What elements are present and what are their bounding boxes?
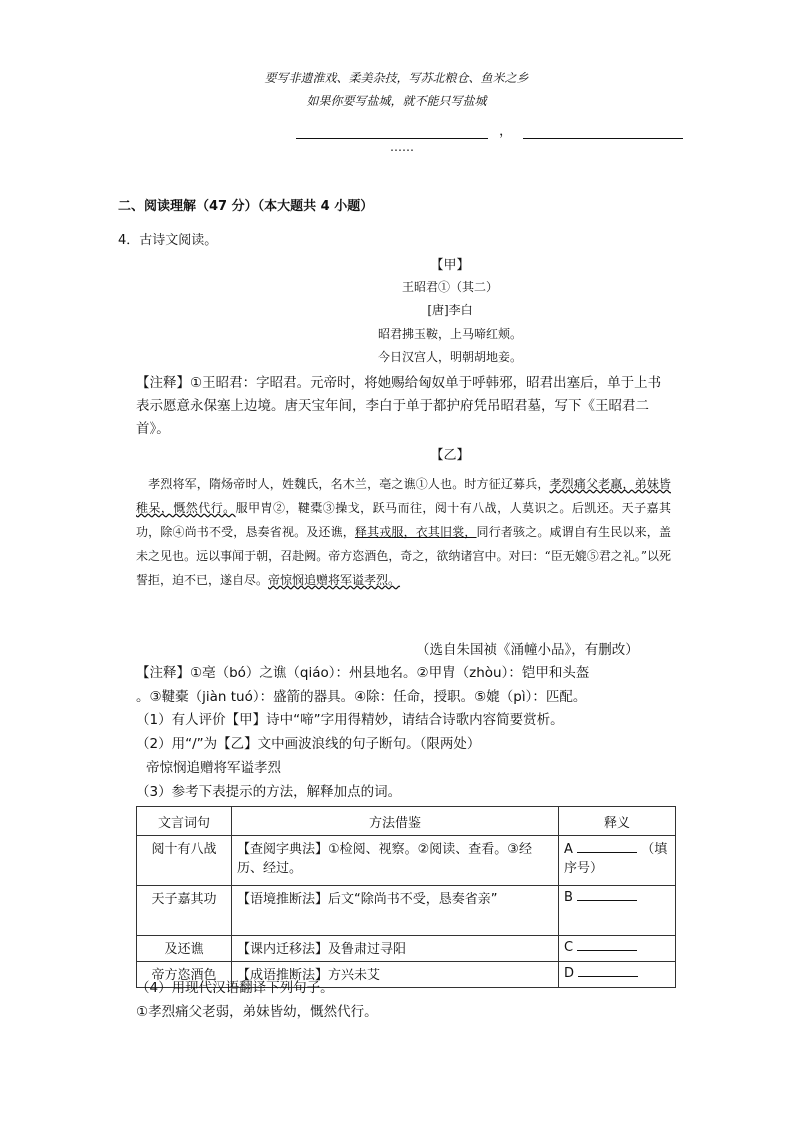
yi-label: 【乙】: [430, 448, 470, 463]
table-cell-phrase: 及还谯: [137, 936, 232, 962]
table-cell-phrase: 帝方恣酒色: [137, 962, 232, 988]
yi-underlined-2: 帝惊悯追赠将军谥孝烈。: [268, 573, 401, 587]
question-2: （2）用“/”为【乙】文中画波浪线的句子断句。（限两处）: [136, 736, 481, 752]
table-cell-answer[interactable]: [559, 836, 676, 886]
fill-blank-row: [296, 120, 683, 139]
table-header: 释义: [559, 807, 676, 836]
table-cell-method: 【语境推断法】后文“除尚书不受，恳奏省亲”: [232, 886, 559, 936]
yi-wavy-sentence: 孝烈痛父老羸，弟妹皆稚呆，慨然代行。: [136, 477, 671, 515]
blank-comma: ，: [499, 124, 513, 139]
table-header: 文言词句: [137, 807, 232, 836]
question-4-title: 4．古诗文阅读。: [118, 233, 218, 248]
table-header-row: [137, 807, 676, 836]
question-4: （4）用现代汉语翻译下列句子。: [136, 980, 334, 996]
answer-letter: D: [564, 966, 575, 981]
table-header: 方法借鉴: [232, 807, 559, 836]
yi-text-1: 孝烈将军，隋炀帝时人，姓魏氏，名木兰，亳之谯①人也。时方征辽募兵，: [148, 477, 550, 491]
answer-letter: B: [564, 890, 573, 905]
table-row: [137, 836, 676, 886]
table-cell-method: 【课内迁移法】及鲁肃过寻阳: [232, 936, 559, 962]
poem-author: [唐]李白: [427, 303, 473, 317]
table-cell-answer[interactable]: [559, 886, 676, 936]
table-row: [137, 936, 676, 962]
jia-label: 【甲】: [430, 258, 470, 273]
source-citation: （选自朱国祯《涌幢小品》，有删改）: [416, 642, 639, 658]
yi-note-1: 【注释】①亳（bó）之谯（qiáo）：州县地名。②甲胄（zhòu）：铠甲和头盔: [136, 665, 590, 681]
top-line-1: 要写非遗淮戏、柔美杂技，写苏北粮仓、鱼米之乡: [264, 71, 529, 85]
table-cell-phrase: 阅十有八战: [137, 836, 232, 886]
ellipsis: ……: [390, 140, 414, 154]
table-row: [137, 886, 676, 936]
answer-letter: A: [564, 842, 573, 857]
question-2-sentence: 帝惊悯追赠将军谥孝烈: [146, 760, 281, 776]
question-1: （1）有人评价【甲】诗中“啼”字用得精妙，请结合诗歌内容简要赏析。: [136, 712, 564, 728]
poem-line-2: 今日汉宫人，明朝胡地妾。: [377, 350, 522, 364]
table-cell-phrase: 天子嘉其功: [137, 886, 232, 936]
answer-blank[interactable]: [578, 964, 638, 977]
table-cell-method: 【查阅字典法】①检阅、视察。②阅读、查看。③经历、经过。: [232, 836, 559, 886]
method-table: [136, 806, 676, 988]
jia-note: 【注释】①王昭君：字昭君。元帝时，将她赐给匈奴单于呼韩邪，昭君出塞后，单于上书表示愿意永保塞上边境。唐天宝年间，李白于单于都护府凭吊昭君墓，写下《王昭君二首》。: [136, 375, 662, 437]
yi-passage: [136, 472, 671, 592]
top-line-2: 如果你要写盐城，就不能只写盐城: [306, 94, 487, 108]
yi-underlined-1: 释其戎服，衣其旧裳，: [354, 525, 477, 539]
question-3-label: （3）参考下表提示的方法，解释加点的词。: [136, 784, 402, 800]
answer-blank[interactable]: [577, 840, 637, 853]
poem-line-1: 昭君拂玉鞍，上马啼红颊。: [377, 327, 522, 341]
yi-note-2: 。③鞬橐（jiàn tuó）：盛箭的器具。④除：任命，授职。⑤媲（pì）：匹配。: [136, 689, 587, 705]
poem-title: 王昭君①（其二）: [401, 280, 498, 294]
table-cell-answer[interactable]: [559, 962, 676, 988]
question-4-1: ①孝烈痛父老弱，弟妹皆幼，慨然代行。: [136, 1004, 378, 1020]
yi-text-2: 服甲胄②，鞬橐③操戈，跃马而往，阅十有八战，人莫识之。后凯还。天子嘉其功，除④尚书不受，恳奏省视。及还谯，: [136, 501, 671, 539]
answer-tail: （填序号）: [564, 842, 668, 876]
yi-text-3: 同行者骇之。咸谓自有生民以来，盖未之见也。远以事闻于朝，召赴阙。帝方恣酒色，奇之，欲纳诸宫中。对曰：“臣无媲⑤君之礼。”以死誓拒，迫不已，遂自尽。: [136, 525, 671, 587]
blank-2[interactable]: [523, 126, 683, 139]
answer-blank[interactable]: [577, 888, 637, 901]
table-cell-answer[interactable]: [559, 936, 676, 962]
answer-blank[interactable]: [577, 938, 637, 951]
answer-letter: C: [564, 940, 574, 955]
table-cell-method: 【成语推断法】方兴未艾: [232, 962, 559, 988]
section-title: 二、阅读理解（47 分）（本大题共 4 小题）: [118, 199, 374, 214]
blank-1[interactable]: [296, 126, 488, 139]
